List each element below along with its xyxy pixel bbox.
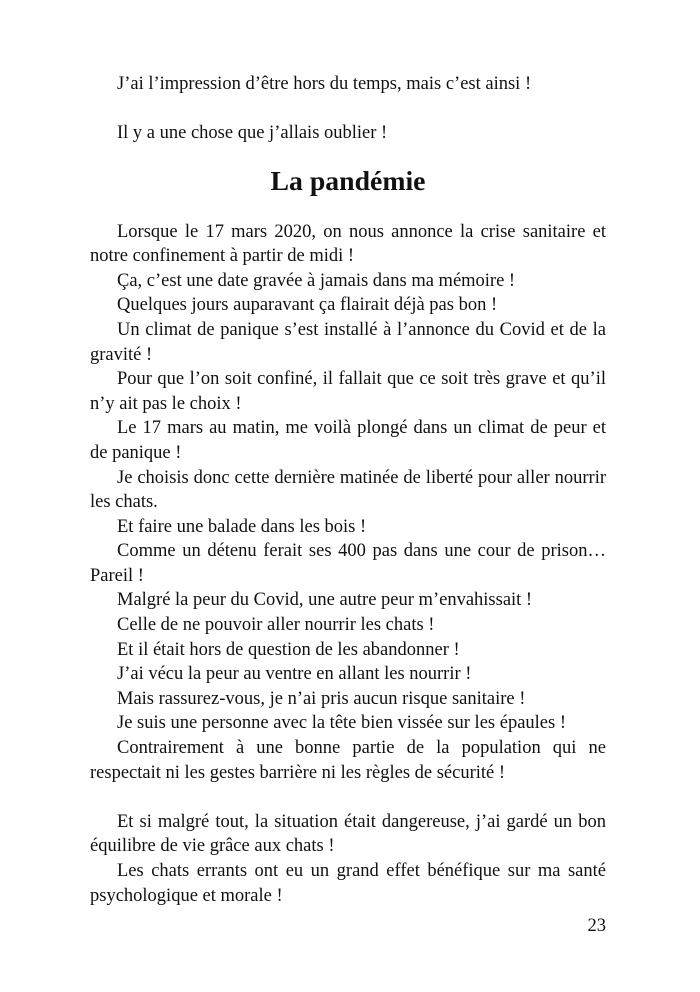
paragraph: Un climat de panique s’est installé à l’annonce du Covid et de la gravité ! (90, 319, 606, 365)
blank-line (90, 785, 606, 810)
paragraph: Et faire une balade dans les bois ! (117, 516, 367, 537)
paragraph: Contrairement à une bonne partie de la population qui ne respectait ni les gestes barrière ni les règles de sécurité ! (90, 738, 606, 783)
paragraph: Je suis une personne avec la tête bien vissée sur les épaules ! (117, 713, 566, 734)
page-number: 23 (587, 916, 606, 936)
paragraph: Comme un détenu ferait ses 400 pas dans une cour de prison… Pareil ! (90, 541, 606, 586)
paragraph: Ça, c’est une date gravée à jamais dans ma mémoire ! (117, 270, 516, 291)
paragraph: Quelques jours auparavant ça flairait déjà pas bon ! (117, 295, 498, 316)
paragraph: J’ai vécu la peur au ventre en allant les nourrir ! (117, 664, 472, 685)
paragraph: Malgré la peur du Covid, une autre peur m’envahissait ! (117, 590, 533, 611)
blank-line (90, 195, 606, 220)
section-heading: La pandémie (270, 166, 426, 198)
blank-line (90, 97, 606, 122)
paragraph: Le 17 mars au matin, me voilà plongé dans un climat de peur et de panique ! (90, 418, 606, 463)
paragraph: Lorsque le 17 mars 2020, on nous annonce la crise sanitaire et notre confinement à partir de midi ! (90, 221, 606, 267)
paragraph: Et si malgré tout, la situation était dangereuse, j’ai gardé un bon équilibre de vie grâce aux chats ! (90, 811, 606, 857)
paragraph: Mais rassurez-vous, je n’ai pris aucun risque sanitaire ! (117, 688, 526, 709)
paragraph: Et il était hors de question de les abandonner ! (117, 639, 460, 660)
page-body (90, 72, 606, 908)
paragraph: Celle de ne pouvoir aller nourrir les chats ! (117, 615, 435, 636)
paragraph: Pour que l’on soit confiné, il fallait que ce soit très grave et qu’il n’y ait pas le choix ! (90, 369, 606, 414)
paragraph: J’ai l’impression d’être hors du temps, mais c’est ainsi ! (117, 74, 532, 94)
paragraph: Il y a une chose que j’allais oublier ! (117, 123, 388, 144)
paragraph: Je choisis donc cette dernière matinée de liberté pour aller nourrir les chats. (90, 467, 606, 513)
paragraph: Les chats errants ont eu un grand effet bénéfique sur ma santé psychologique et morale ! (90, 861, 606, 906)
